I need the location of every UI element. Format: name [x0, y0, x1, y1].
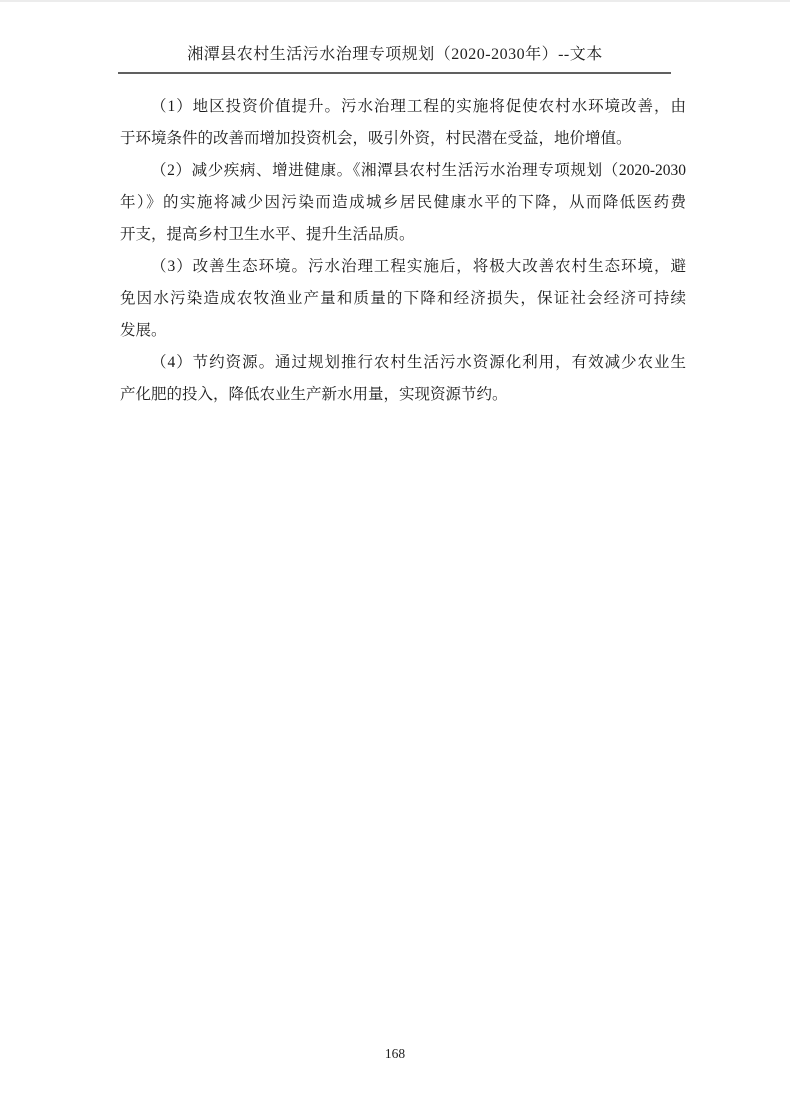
text-line: （1）地区投资价值提升。污水治理工程的实施将促使农村水环境改善，由 [151, 98, 686, 115]
text-line: 产化肥的投入，降低农业生产新水用量，实现资源节约。 [120, 386, 508, 403]
text-line: 开支，提高乡村卫生水平、提升生活品质。 [120, 226, 415, 243]
text-line: （2）减少疾病、增进健康。《湘潭县农村生活污水治理专项规划（2020-2030 [151, 162, 686, 179]
text-line: 发展。 [120, 322, 167, 339]
paragraph-3 [120, 251, 686, 347]
text-line: 年）》的实施将减少因污染而造成城乡居民健康水平的下降，从而降低医药费 [120, 194, 686, 211]
document-body [120, 91, 686, 411]
text-line: 于环境条件的改善而增加投资机会，吸引外资，村民潜在受益，地价增值。 [120, 130, 632, 147]
text-line: （4）节约资源。通过规划推行农村生活污水资源化利用，有效减少农业生 [151, 354, 686, 371]
page-number: 168 [384, 1046, 406, 1061]
text-line: 免因水污染造成农牧渔业产量和质量的下降和经济损失，保证社会经济可持续 [120, 290, 686, 307]
text-line: （3）改善生态环境。污水治理工程实施后，将极大改善农村生态环境，避 [151, 258, 686, 275]
paragraph-2 [120, 155, 686, 251]
header-title: 湘潭县农村生活污水治理专项规划（2020-2030年）--文本 [187, 46, 603, 63]
paragraph-4 [120, 347, 686, 411]
paragraph-1 [120, 91, 686, 155]
header-rule [118, 72, 671, 74]
page-top-edge [0, 0, 790, 2]
page-footer [0, 1045, 790, 1063]
